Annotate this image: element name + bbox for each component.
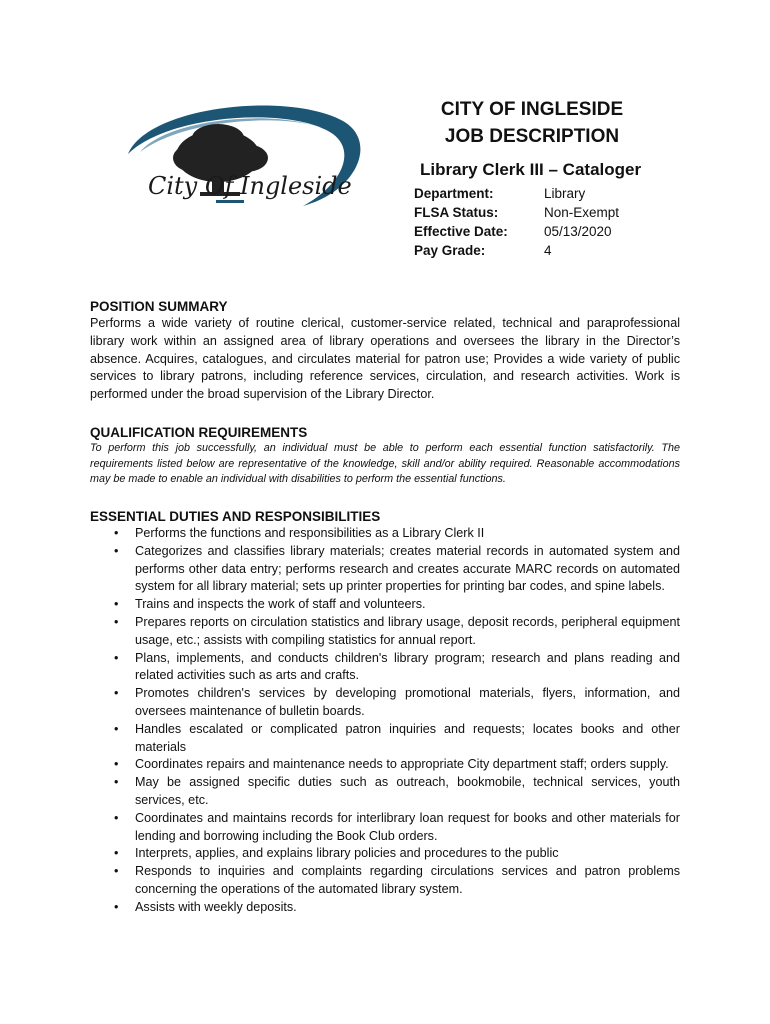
essential-duties-section — [90, 508, 680, 917]
logo-text-left: City Of — [148, 172, 234, 200]
list-item — [90, 810, 680, 846]
duties-list — [90, 525, 680, 917]
meta-label: Department: — [414, 186, 494, 201]
duty-text: Plans, implements, and conducts children's library program; research and plans reading and related activities such as arts and crafts. — [135, 650, 680, 683]
job-title: Library Clerk III – Cataloger — [420, 160, 642, 179]
qualification-text: To perform this job successfully, an individual must be able to perform each essential function satisfactorily. The requirements listed below are representative of the knowledge, skill and/or ability required. Reasonable accommodations may be made to enable an individual with disabilities to perform the essential functions. — [90, 442, 680, 485]
duty-text: Assists with weekly deposits. — [135, 899, 297, 914]
bullet-icon: • — [114, 543, 119, 558]
duty-text: Performs the functions and responsibilities as a Library Clerk II — [135, 526, 485, 540]
meta-label: Effective Date: — [414, 224, 508, 239]
bullet-icon: • — [114, 757, 119, 772]
list-item — [90, 721, 680, 757]
bullet-icon: • — [114, 526, 119, 540]
list-item — [90, 525, 680, 543]
section-heading: POSITION SUMMARY — [90, 299, 228, 314]
bullet-icon: • — [114, 614, 119, 629]
bullet-icon: • — [114, 810, 119, 825]
list-item — [90, 774, 680, 810]
duty-text: Promotes children's services by developing promotional materials, flyers, information, and oversees maintenance of bulletin boards. — [135, 686, 680, 718]
meta-row-department — [414, 184, 619, 203]
list-item — [90, 899, 680, 917]
city-logo-graphic — [88, 96, 378, 216]
bullet-icon: • — [114, 899, 119, 914]
position-summary-section — [90, 298, 680, 404]
duty-text: Interprets, applies, and explains library policies and procedures to the public — [135, 846, 559, 861]
bullet-icon: • — [114, 846, 119, 861]
list-item — [90, 596, 680, 614]
job-meta-table — [414, 184, 619, 260]
city-name-heading: CITY OF INGLESIDE — [440, 99, 624, 120]
duty-text: Trains and inspects the work of staff and volunteers. — [135, 597, 426, 612]
meta-value: 05/13/2020 — [544, 224, 612, 239]
qualification-section — [90, 424, 680, 488]
list-item — [90, 543, 680, 596]
duty-text: Categorizes and classifies library materials; creates material records in automated system and performs other data entry; performs research and creates accurate MARC records on automated system for all library material; sets up printer properties for printing bar codes, and spine labels. — [135, 543, 680, 594]
bullet-icon: • — [114, 721, 119, 736]
position-summary-text: Performs a wide variety of routine clerical, customer-service related, technical and paraprofessional library work within an assigned area of library operations and oversees the library in the Director’s absence. Acquires, catalogues, and circulates material for patron use; Provides a wide variety of public services to library patrons, including reference services, circulation, and research activities. Work is performed under the broad supervision of the Library Director. — [90, 316, 680, 402]
logo-underline — [216, 200, 244, 203]
list-item — [90, 614, 680, 650]
meta-value: 4 — [544, 243, 552, 258]
bullet-icon: • — [114, 650, 119, 665]
duty-text: Coordinates repairs and maintenance needs to appropriate City department staff; orders supply. — [135, 757, 669, 772]
meta-value: Library — [544, 186, 586, 201]
meta-label: FLSA Status: — [414, 205, 499, 220]
duty-text: Prepares reports on circulation statistics and library usage, deposit records, peripheral equipment usage, etc.; assists with compiling statistics for annual report. — [135, 614, 680, 647]
duty-text: Handles escalated or complicated patron inquiries and requests; locates books and other materials — [135, 721, 680, 754]
meta-row-flsa-status — [414, 203, 619, 222]
bullet-icon: • — [114, 864, 119, 879]
duty-text: May be assigned specific duties such as outreach, bookmobile, technical services, youth services, etc. — [135, 775, 680, 807]
document-type-heading: JOB DESCRIPTION — [444, 126, 620, 147]
bullet-icon: • — [114, 597, 119, 612]
list-item — [90, 863, 680, 899]
list-item — [90, 650, 680, 686]
meta-label: Pay Grade: — [414, 243, 486, 258]
list-item — [90, 845, 680, 863]
city-logo — [88, 96, 378, 216]
duty-text: Coordinates and maintains records for interlibrary loan request for books and other materials for lending and borrowing including the Book Club orders. — [135, 810, 680, 843]
section-heading: ESSENTIAL DUTIES AND RESPONSIBILITIES — [90, 509, 381, 524]
bullet-icon: • — [114, 775, 119, 790]
list-item — [90, 756, 680, 774]
list-item — [90, 685, 680, 721]
meta-value: Non-Exempt — [544, 205, 620, 220]
meta-row-effective-date — [414, 222, 619, 241]
bullet-icon: • — [114, 686, 119, 701]
duty-text: Responds to inquiries and complaints regarding circulations services and patron problems concerning the operations of the automated library system. — [135, 864, 680, 896]
section-heading: QUALIFICATION REQUIREMENTS — [90, 425, 308, 440]
meta-row-pay-grade — [414, 241, 619, 260]
logo-text-right: Ingleside — [240, 172, 352, 200]
